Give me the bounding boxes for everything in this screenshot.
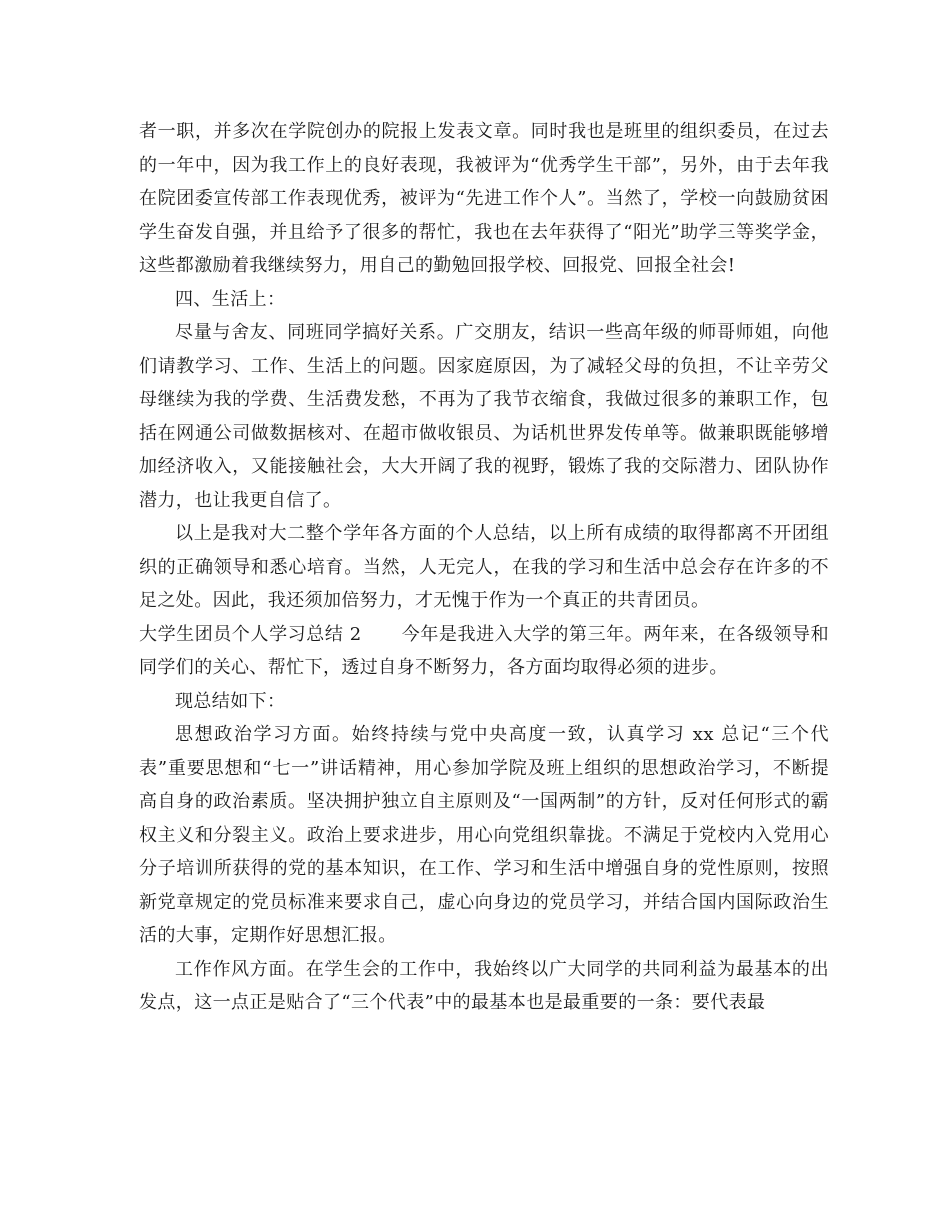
section-start bbox=[139, 618, 829, 685]
heading-life: 四、生活上： bbox=[175, 288, 286, 310]
paragraph-overview: 现总结如下： bbox=[175, 690, 286, 712]
paragraph-work-style: 工作作风方面。在学生会的工作中，我始终以广大同学的共同利益为最基本的出发点，这一点正是贴合了“三个代表”中的最基本也是最重要的一条：要代表最 bbox=[139, 958, 829, 1013]
paragraph-continuation: 者一职，并多次在学院创办的院报上发表文章。同时我也是班里的组织委员，在过去的一年中，因为我工作上的良好表现，我被评为“优秀学生干部”，另外，由于去年我在院团委宣传部工作表现优秀，被评为“先进工作个人”。当然了，学校一向鼓励贫困学生奋发自强，并且给予了很多的帮忙，我也在去年获得了“阳光”助学三等奖学金，这些都激励着我继续努力，用自己的勤勉回报学校、回报党、回报全社会! bbox=[139, 121, 829, 276]
paragraph-life: 尽量与舍友、同班同学搞好关系。广交朋友，结识一些高年级的师哥师姐，向他们请教学习、工作、生活上的问题。因家庭原因，为了减轻父母的负担，不让辛劳父母继续为我的学费、生活费发愁，不再为了我节衣缩食，我做过很多的兼职工作，包括在网通公司做数据核对、在超市做收银员、为话机世界发传单等。做兼职既能够增加经济收入，又能接触社会，大大开阔了我的视野，锻炼了我的交际潜力、团队协作潜力，也让我更自信了。 bbox=[139, 322, 829, 511]
paragraph-political: 思想政治学习方面。始终持续与党中央高度一致，认真学习 xx 总记“三个代表”重要思想和“七一”讲话精神，用心参加学院及班上组织的思想政治学习，不断提高自身的政治素质。坚决拥护独立自主原则及“一国两制”的方针，反对任何形式的霸权主义和分裂主义。政治上要求进步，用心向党组织靠拢。不满足于党校内入党用心分子培训所获得的党的基本知识，在工作、学习和生活中增强自身的党性原则，按照新党章规定的党员标准来要求自己，虚心向身边的党员学习，并结合国内国际政治生活的大事，定期作好思想汇报。 bbox=[139, 724, 829, 946]
paragraph-summary: 以上是我对大二整个学年各方面的个人总结，以上所有成绩的取得都离不开团组织的正确领导和悉心培育。当然，人无完人，在我的学习和生活中总会存在许多的不足之处。因此，我还须加倍努力，才无愧于作为一个真正的共青团员。 bbox=[139, 523, 829, 611]
section-title: 大学生团员个人学习总结 2 bbox=[139, 623, 362, 645]
document-body bbox=[139, 115, 829, 1020]
section-intro: 今年是我进入大学的第三年。两年来，在各级领导和同学们的关心、帮忙下，透过自身不断努力，各方面均取得必须的进步。 bbox=[139, 623, 829, 678]
